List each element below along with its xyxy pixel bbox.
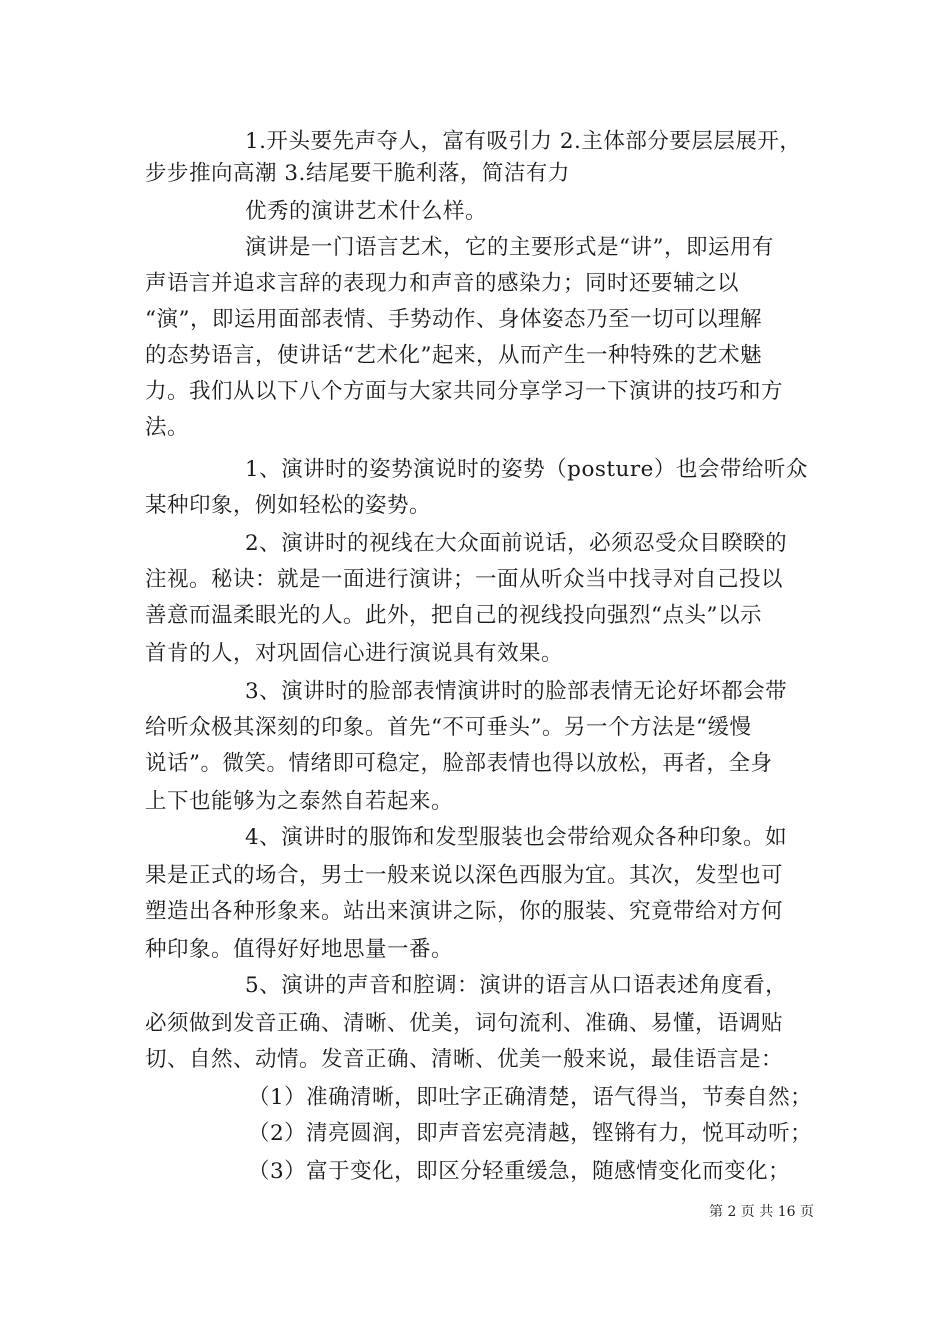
text-line: 法。	[145, 415, 190, 440]
text-line: 1.开头要先声夺人，富有吸引力 2.主体部分要层层展开，	[245, 129, 802, 154]
text-line: 的态势语言，使讲话“艺术化”起来，从而产生一种特殊的艺术魅	[145, 343, 762, 368]
page-number: 第 2 页 共 16 页	[709, 1204, 814, 1220]
text-line: 切、自然、动情。发音正确、清晰、优美一般来说，最佳语言是：	[145, 1047, 784, 1072]
text-line: 某种印象，例如轻松的姿势。	[145, 493, 432, 518]
text-line: 说话”。微笑。情绪即可稳定，脸部表情也得以放松，再者，全身	[145, 751, 773, 776]
text-line: 注视。秘诀：就是一面进行演讲；一面从听众当中找寻对自己投以	[145, 567, 784, 592]
text-line: （3）富于变化，即区分轻重缓急，随感情变化而变化；	[248, 1159, 791, 1184]
text-line: 种印象。值得好好地思量一番。	[145, 937, 454, 962]
text-line: 果是正式的场合，男士一般来说以深色西服为宜。其次，发型也可	[145, 863, 784, 888]
text-line: 必须做到发音正确、清晰、优美，词句流利、准确、易懂，语调贴	[145, 1011, 784, 1036]
text-line: （1）准确清晰，即吐字正确清楚，语气得当，节奏自然；	[248, 1085, 813, 1110]
text-line: 1、演讲时的姿势演说时的姿势（posture）也会带给听众	[245, 457, 808, 482]
text-line: 3、演讲时的脸部表情演讲时的脸部表情无论好坏都会带	[245, 679, 788, 704]
text-line: 步步推向高潮 3.结尾要干脆利落，简洁有力	[145, 161, 570, 186]
text-line: “演”，即运用面部表情、手势动作、身体姿态乃至一切可以理解	[145, 307, 762, 332]
text-line: 首肯的人，对巩固信心进行演说具有效果。	[145, 641, 564, 666]
text-line: 上下也能够为之泰然自若起来。	[145, 789, 454, 814]
text-line: 善意而温柔眼光的人。此外，把自己的视线投向强烈“点头”以示	[145, 603, 762, 628]
text-line: （2）清亮圆润，即声音宏亮清越，铿锵有力，悦耳动听；	[248, 1121, 813, 1146]
text-line: 5、演讲的声音和腔调：演讲的语言从口语表述角度看，	[245, 973, 788, 998]
text-line: 给听众极其深刻的印象。首先“不可垂头”。另一个方法是“缓慢	[145, 715, 752, 740]
text-line: 2、演讲时的视线在大众面前说话，必须忍受众目睽睽的	[245, 531, 788, 556]
text-line: 4、演讲时的服饰和发型服装也会带给观众各种印象。如	[245, 825, 788, 850]
text-line: 塑造出各种形象来。站出来演讲之际，你的服装、究竟带给对方何	[145, 899, 784, 924]
text-line: 演讲是一门语言艺术，它的主要形式是“讲”，即运用有	[245, 235, 774, 260]
text-line: 力。我们从以下八个方面与大家共同分享学习一下演讲的技巧和方	[145, 379, 784, 404]
text-line: 优秀的演讲艺术什么样。	[245, 199, 488, 224]
text-line: 声语言并追求言辞的表现力和声音的感染力；同时还要辅之以	[145, 271, 740, 296]
